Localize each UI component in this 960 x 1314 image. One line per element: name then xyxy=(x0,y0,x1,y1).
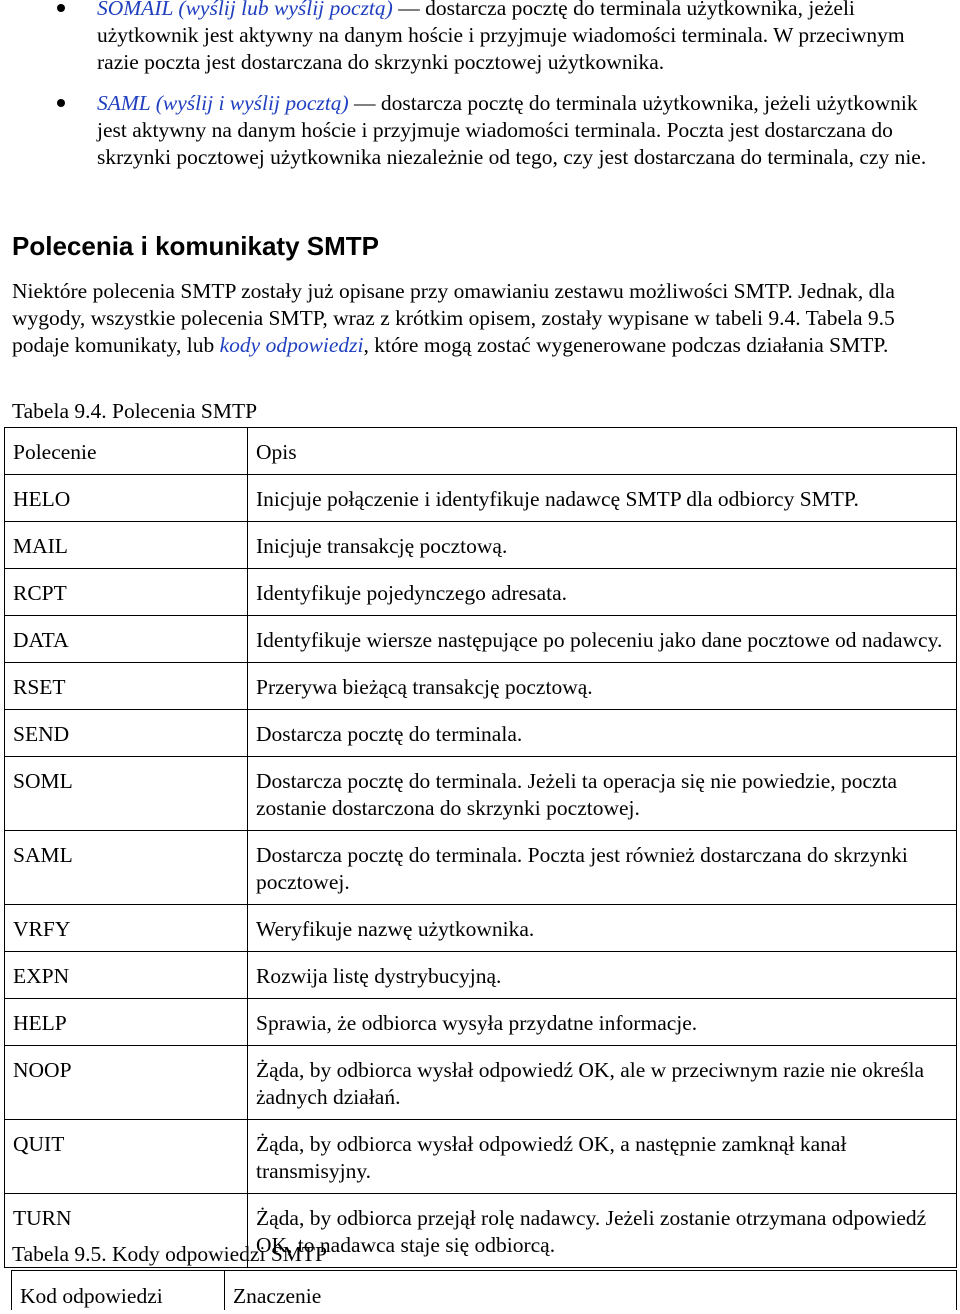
table-row xyxy=(5,663,957,710)
table-row xyxy=(5,757,957,831)
command-cell: SAML xyxy=(5,831,248,905)
bullet-text: — dostarcza pocztę do terminala użytkownika, jeżeli użytkownik jest aktywny na danym hoście i przyjmuje wiadomości terminala. W przeciwnym razie poczta jest dostarczana do skrzynki pocztowej użytkownika. xyxy=(97,0,905,74)
description-cell: Żąda, by odbiorca wysłał odpowiedź OK, a następnie zamknął kanał transmisyjny. xyxy=(248,1120,957,1194)
bullet-dot-icon xyxy=(57,99,65,107)
command-cell: NOOP xyxy=(5,1046,248,1120)
description-cell: Rozwija listę dystrybucyjną. xyxy=(248,952,957,999)
table-header-row xyxy=(12,1271,957,1311)
description-cell: Inicjuje połączenie i identyfikuje nadawcę SMTP dla odbiorcy SMTP. xyxy=(248,475,957,522)
section-paragraph xyxy=(12,278,952,359)
table-header-row xyxy=(5,428,957,475)
table-row xyxy=(5,569,957,616)
description-cell: Identyfikuje pojedynczego adresata. xyxy=(248,569,957,616)
command-cell: MAIL xyxy=(5,522,248,569)
command-cell: SEND xyxy=(5,710,248,757)
smtp-commands-table xyxy=(4,427,957,1268)
table-row xyxy=(5,522,957,569)
description-cell: Żąda, by odbiorca przejął rolę nadawcy. Jeżeli zostanie otrzymana odpowiedź OK, to nadawca staje się odbiorcą. xyxy=(248,1194,957,1268)
reply-codes-link[interactable]: kody odpowiedzi xyxy=(219,333,364,357)
command-cell: RSET xyxy=(5,663,248,710)
smtp-reply-codes-table xyxy=(11,1270,957,1310)
command-cell: HELO xyxy=(5,475,248,522)
table-row xyxy=(5,616,957,663)
bullet-term[interactable]: SAML (wyślij i wyślij pocztą) xyxy=(97,91,349,115)
header-cell-meaning: Znaczenie xyxy=(225,1271,957,1311)
bullet-term[interactable]: SOMAIL (wyślij lub wyślij pocztą) xyxy=(97,0,393,20)
description-cell: Przerywa bieżącą transakcję pocztową. xyxy=(248,663,957,710)
command-cell: EXPN xyxy=(5,952,248,999)
header-cell-reply-code: Kod odpowiedzi xyxy=(12,1271,225,1311)
table-caption-commands: Tabela 9.4. Polecenia SMTP xyxy=(12,399,258,423)
bullet-dot-icon xyxy=(57,4,65,12)
command-cell: RCPT xyxy=(5,569,248,616)
description-cell: Dostarcza pocztę do terminala. Poczta jest również dostarczana do skrzynki pocztowej. xyxy=(248,831,957,905)
description-cell: Żąda, by odbiorca wysłał odpowiedź OK, ale w przeciwnym razie nie określa żadnych działań. xyxy=(248,1046,957,1120)
bullet-text: — dostarcza pocztę do terminala użytkownika, jeżeli użytkownik jest aktywny na danym hoście i przyjmuje wiadomości terminala. Poczta jest dostarczana do skrzynki pocztowej użytkownika niezależnie od tego, czy jest dostarczana do terminala, czy nie. xyxy=(97,91,927,169)
command-cell: TURN xyxy=(5,1194,248,1268)
bullet-item-saml xyxy=(0,90,960,171)
table-row xyxy=(5,952,957,999)
description-cell: Sprawia, że odbiorca wysyła przydatne informacje. xyxy=(248,999,957,1046)
description-cell: Dostarcza pocztę do terminala. Jeżeli ta operacja się nie powiedzie, poczta zostanie dostarczona do skrzynki pocztowej. xyxy=(248,757,957,831)
command-cell: QUIT xyxy=(5,1120,248,1194)
command-cell: SOML xyxy=(5,757,248,831)
command-cell: DATA xyxy=(5,616,248,663)
table-row xyxy=(5,831,957,905)
description-cell: Weryfikuje nazwę użytkownika. xyxy=(248,905,957,952)
command-bullet-list xyxy=(0,0,960,171)
description-cell: Identyfikuje wiersze następujące po poleceniu jako dane pocztowe od nadawcy. xyxy=(248,616,957,663)
table-row xyxy=(5,1046,957,1120)
table-row xyxy=(5,905,957,952)
description-cell: Inicjuje transakcję pocztową. xyxy=(248,522,957,569)
table-caption-codes: Tabela 9.5. Kody odpowiedzi SMTP xyxy=(12,1242,327,1266)
table-row xyxy=(5,1120,957,1194)
section-heading: Polecenia i komunikaty SMTP xyxy=(12,231,379,261)
header-cell-command: Polecenie xyxy=(5,428,248,475)
command-cell: VRFY xyxy=(5,905,248,952)
table-row xyxy=(5,475,957,522)
bullet-item-somail xyxy=(0,0,960,76)
paragraph-text: Niektóre polecenia SMTP zostały już opisane przy omawianiu zestawu możliwości SMTP. Jednak, dla wygody, wszystkie polecenia SMTP, wraz z krótkim opisem, zostały wypisane w tabeli 9.4. Tabela 9.5 podaje komunikaty, lub xyxy=(12,279,895,357)
table-row xyxy=(5,999,957,1046)
paragraph-text-end: , które mogą zostać wygenerowane podczas działania SMTP. xyxy=(363,333,889,357)
header-cell-description: Opis xyxy=(248,428,957,475)
table-row xyxy=(5,710,957,757)
description-cell: Dostarcza pocztę do terminala. xyxy=(248,710,957,757)
command-cell: HELP xyxy=(5,999,248,1046)
